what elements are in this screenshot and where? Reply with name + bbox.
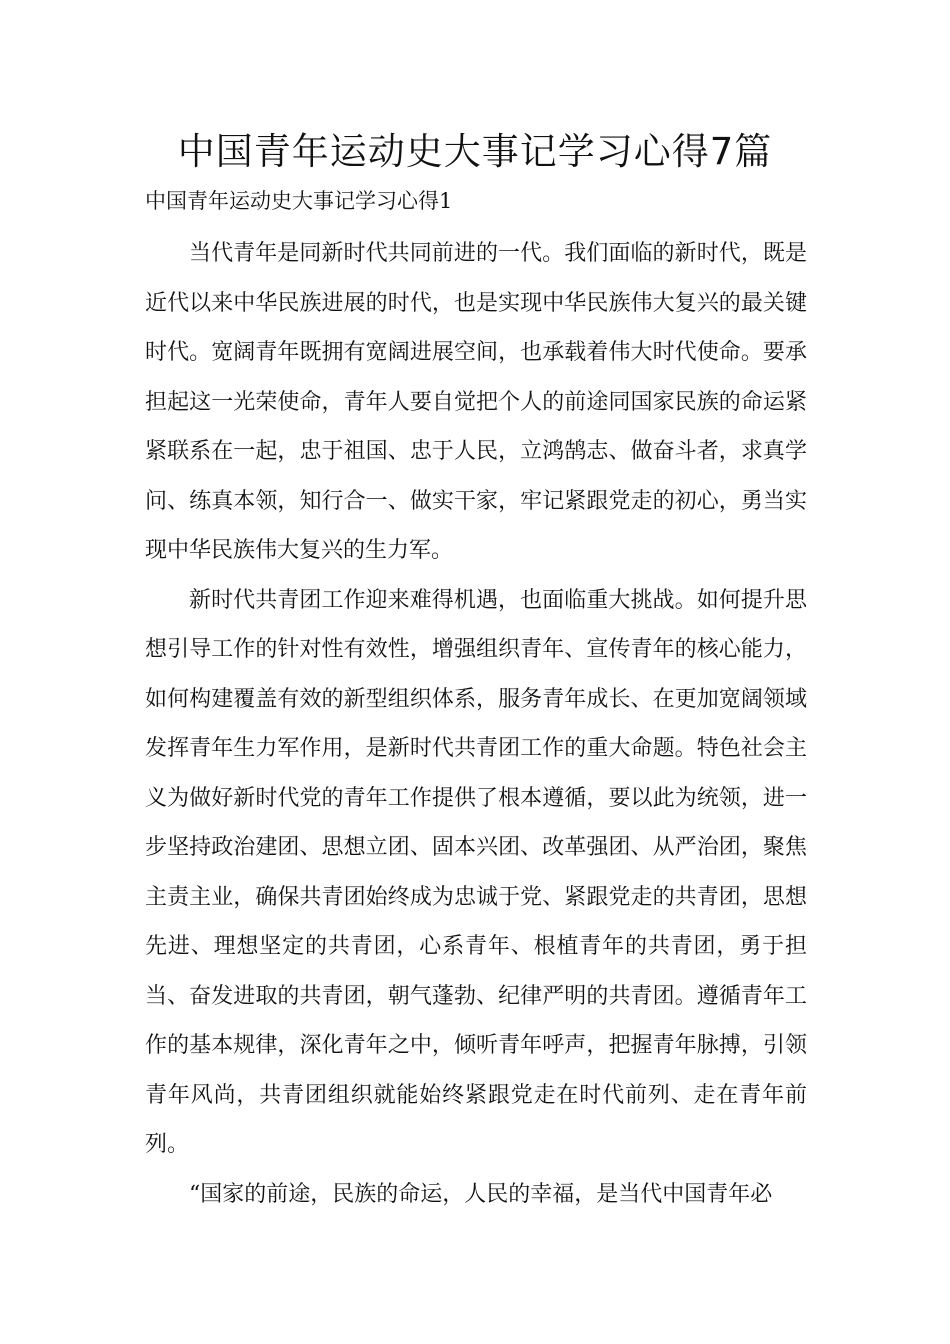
- section-subtitle: 中国青年运动史大事记学习心得1: [145, 189, 453, 213]
- paragraph-1: 当代青年是同新时代共同前进的一代。我们面临的新时代，既是近代以来中华民族进展的时代，也是实现中华民族伟大复兴的最关键时代。宽阔青年既拥有宽阔进展空间，也承载着伟大时代使命。要承担起这一光荣使命，青年人要自觉把个人的前途同国家民族的命运紧紧联系在一起，忠于祖国、忠于人民，立鸿鹄志、做奋斗者，求真学问、练真本领，知行合一、做实干家，牢记紧跟党走的初心，勇当实现中华民族伟大复兴的生力军。: [145, 241, 807, 563]
- document-body: [145, 229, 807, 1219]
- paragraph-3: “国家的前途，民族的命运，人民的幸福，是当代中国青年必: [189, 1181, 773, 1207]
- paragraph-2: 新时代共青团工作迎来难得机遇，也面临重大挑战。如何提升思想引导工作的针对性有效性，增强组织青年、宣传青年的核心能力，如何构建覆盖有效的新型组织体系，服务青年成长、在更加宽阔领域发挥青年生力军作用，是新时代共青团工作的重大命题。特色社会主义为做好新时代党的青年工作提供了根本遵循，要以此为统领，进一步坚持政治建团、思想立团、固本兴团、改革强团、从严治团，聚焦主责主业，确保共青团始终成为忠诚于党、紧跟党走的共青团，思想先进、理想坚定的共青团，心系青年、根植青年的共青团，勇于担当、奋发进取的共青团，朝气蓬勃、纪律严明的共青团。遵循青年工作的基本规律，深化青年之中，倾听青年呼声，把握青年脉搏，引领青年风尚，共青团组织就能始终紧跟党走在时代前列、走在青年前列。: [145, 587, 807, 1157]
- document-title: 中国青年运动史大事记学习心得7篇: [177, 130, 773, 173]
